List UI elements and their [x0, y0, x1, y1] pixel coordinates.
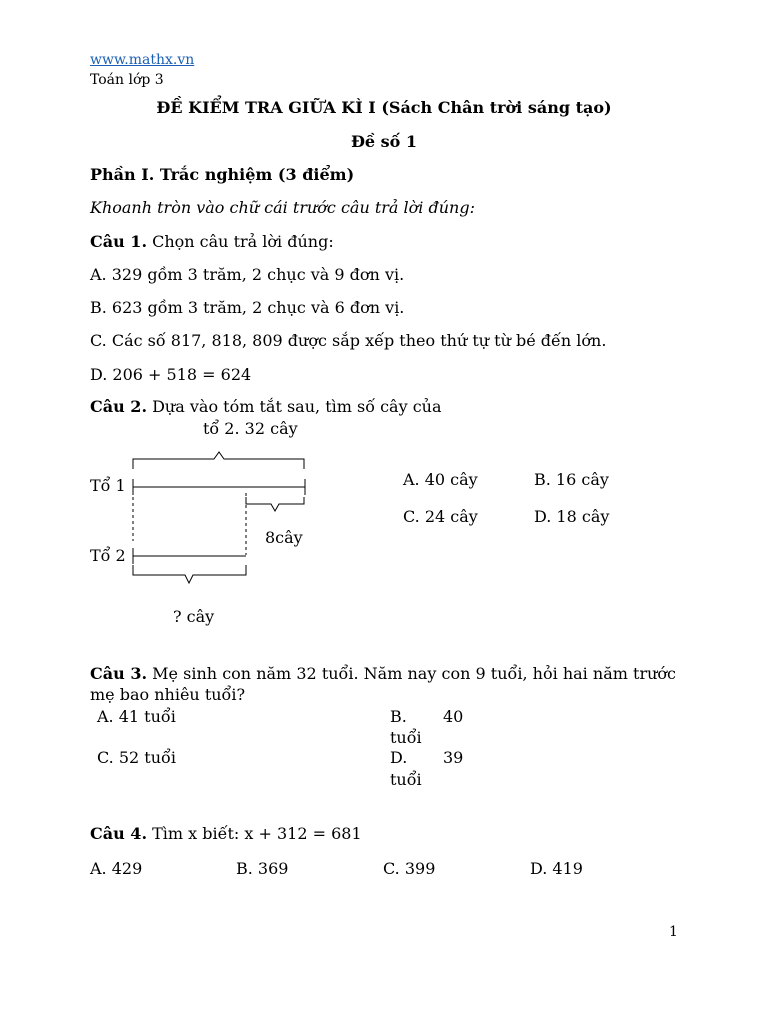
- q1-option-a: A. 329 gồm 3 trăm, 2 chục và 9 đơn vị.: [90, 265, 405, 284]
- q2-text: Dựa vào tóm tắt sau, tìm số cây của: [147, 397, 442, 416]
- row1-label: Tổ 1: [90, 476, 126, 495]
- q4-option-b: B. 369: [236, 859, 289, 878]
- q2-summary-diagram: [0, 415, 400, 635]
- page-number: 1: [669, 924, 678, 940]
- grade-label: Toán lớp 3: [90, 72, 164, 88]
- q3-option-b-value: 40: [443, 707, 464, 726]
- q3-option-d-unit: tuổi: [390, 770, 422, 789]
- q4-option-c: C. 399: [383, 859, 436, 878]
- page-subtitle: Đề số 1: [350, 132, 418, 151]
- q1-prompt: [90, 232, 334, 251]
- q2-option-d: D. 18 cây: [534, 507, 610, 526]
- q1-option-b: B. 623 gồm 3 trăm, 2 chục và 6 đơn vị.: [90, 298, 405, 317]
- q4-option-d: D. 419: [530, 859, 583, 878]
- site-link[interactable]: www.mathx.vn: [90, 52, 195, 68]
- q2-option-c: C. 24 cây: [403, 507, 478, 526]
- q1-option-d: D. 206 + 518 = 624: [90, 365, 252, 384]
- q3-label: Câu 3.: [90, 664, 148, 683]
- unknown-label: ? cây: [173, 607, 215, 626]
- q3-prompt: [90, 663, 676, 705]
- diff-label: 8cây: [265, 528, 303, 547]
- diff-brace: [246, 497, 304, 511]
- q4-text: Tìm x biết: x + 312 = 681: [147, 824, 362, 843]
- q3-option-b-letter: B.: [390, 707, 407, 726]
- q4-label: Câu 4.: [90, 824, 148, 843]
- q2-label: Câu 2.: [90, 397, 148, 416]
- q1-text: Chọn câu trả lời đúng:: [147, 232, 334, 251]
- instruction: Khoanh tròn vào chữ cái trước câu trả lời đúng:: [90, 198, 475, 217]
- q1-option-c: C. Các số 817, 818, 809 được sắp xếp theo thứ tự từ bé đến lớn.: [90, 331, 607, 350]
- q3-text: Mẹ sinh con năm 32 tuổi. Năm nay con 9 tuổi, hỏi hai năm trước mẹ bao nhiêu tuổi?: [90, 664, 676, 704]
- q2-option-a: A. 40 cây: [403, 470, 478, 489]
- q3-option-b-unit: tuổi: [390, 728, 422, 747]
- q2-option-b: B. 16 cây: [534, 470, 609, 489]
- q3-option-a: A. 41 tuổi: [97, 707, 176, 726]
- q3-option-c: C. 52 tuổi: [97, 748, 176, 767]
- bottom-brace: [133, 565, 246, 583]
- q2-prompt: [90, 397, 442, 416]
- q4-option-a: A. 429: [90, 859, 143, 878]
- q1-label: Câu 1.: [90, 232, 148, 251]
- top-brace: [133, 452, 304, 469]
- row2-label: Tổ 2: [90, 546, 126, 565]
- page-title: ĐỀ KIỂM TRA GIỮA KÌ I (Sách Chân trời sáng tạo): [156, 98, 612, 117]
- q3-option-d-letter: D.: [390, 748, 408, 767]
- section-heading: Phần I. Trắc nghiệm (3 điểm): [90, 165, 355, 184]
- diagram-top-label: tổ 2. 32 cây: [203, 419, 298, 438]
- q4-prompt: [90, 824, 362, 843]
- q3-option-d-value: 39: [443, 748, 464, 767]
